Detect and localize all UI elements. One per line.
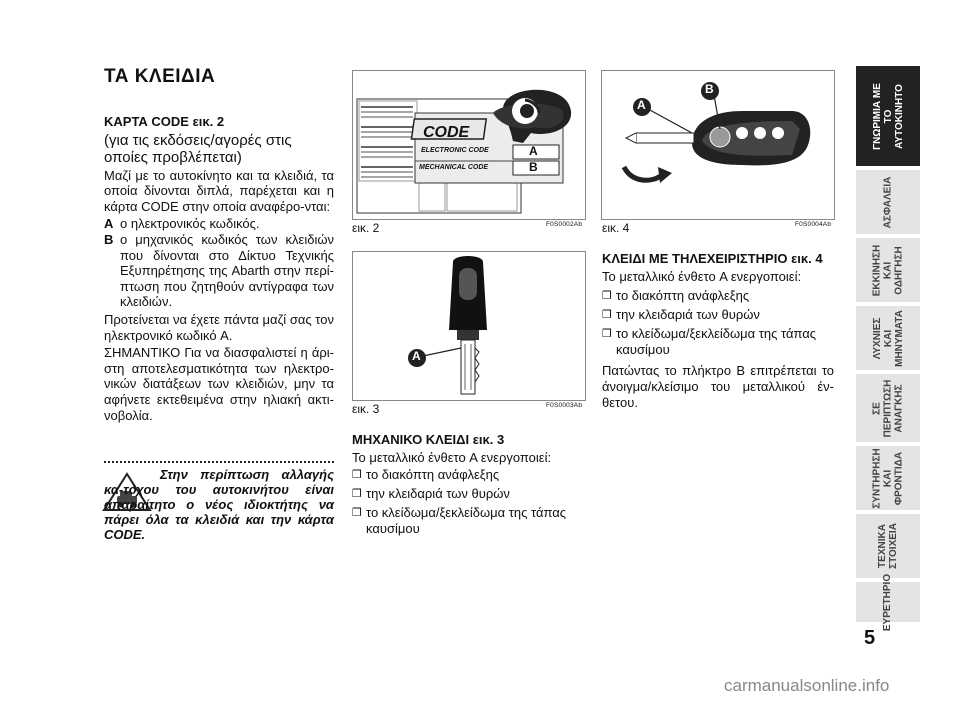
note-text: Στην περίπτωση αλλαγής κα-τόχου του αυτοκινήτου είναι απαραίτητο ο νέος ιδιοκτήτης να πάρει όλα τα κλειδιά και την κάρτα CODE. xyxy=(104,467,334,542)
item-text: το διακόπτη ανάφλεξης xyxy=(616,288,750,304)
tab-label: ΕΥΡΕΤΗΡΙΟ xyxy=(882,573,894,631)
figure-code-card xyxy=(352,70,586,220)
checkbox-icon: ❒ xyxy=(602,328,612,341)
figure-remote-key xyxy=(601,70,835,220)
item-text: ο μηχανικός κωδικός των κλειδιών που δίνονται στο Δίκτυο Τεχνικής Εξυπηρέτησης της Abarth στην περί-πτωση που ζητηθούν αντίγραφα των κλειδιών. xyxy=(120,231,334,310)
list-item xyxy=(104,216,334,232)
tab-label: ΓΝΩΡΙΜΙΑ ΜΕ ΤΟ ΑΥΤΟΚΙΝΗΤΟ xyxy=(871,82,905,150)
item-text: το κλείδωμα/ξεκλείδωμα της τάπας καυσίμου xyxy=(366,505,567,536)
figure-caption: εικ. 4 xyxy=(602,221,630,235)
tab-maintenance[interactable] xyxy=(856,446,920,510)
list-item xyxy=(602,307,834,323)
label-b: B xyxy=(705,82,714,96)
watermark: carmanualsonline.info xyxy=(724,676,890,695)
item-key: B xyxy=(104,231,114,247)
tab-index[interactable] xyxy=(856,573,920,631)
page-number: 5 xyxy=(864,627,876,649)
list-item xyxy=(602,288,834,304)
paragraph: ΣΗΜΑΝΤΙΚΟ Για να διασφαλιστεί η άρι-στη αποτελεσματικότητα των ηλεκτρο-νικών διατάξεων των κλειδιών, μην τα αφήνετε εκτεθειμένα στην ηλιακή ακτι-νοβολία. xyxy=(104,345,334,423)
electronic-code-label: ELECTRONIC CODE xyxy=(421,147,489,154)
label-a: A xyxy=(412,349,421,363)
list-item xyxy=(602,326,834,357)
tab-getting-to-know[interactable] xyxy=(856,66,920,166)
item-text: το διακόπτη ανάφλεξης xyxy=(366,467,500,483)
figure-caption: εικ. 2 xyxy=(352,221,380,235)
item-key: A xyxy=(104,216,114,232)
page-title: ΤΑ ΚΛΕΙΔΙΑ xyxy=(104,66,216,87)
item-text: ο ηλεκτρονικός κωδικός. xyxy=(120,216,260,232)
section-heading: ΜΗΧΑΝΙΚΟ ΚΛΕΙΔΙ εικ. 3 xyxy=(352,432,505,447)
tab-label: ΣΕ ΠΕΡΙΠΤΩΣΗ ΑΝΑΓΚΗΣ xyxy=(871,379,905,437)
list-item xyxy=(352,505,584,536)
paragraph: Το μεταλλικό ένθετο A ενεργοποιεί: xyxy=(352,449,552,465)
figure-code: F0S0002Ab xyxy=(546,221,583,228)
note-divider xyxy=(104,461,334,463)
tab-label: ΕΚΚΙΝΗΣΗ ΚΑΙ ΟΔΗΓΗΣΗ xyxy=(871,244,905,296)
figure-code: F0S0004Ab xyxy=(795,221,832,228)
section-heading: ΚΑΡΤΑ CODE εικ. 2 xyxy=(104,114,225,129)
tab-starting-driving[interactable] xyxy=(856,238,920,302)
column-remote-key xyxy=(602,251,834,412)
checkbox-icon: ❒ xyxy=(602,309,612,322)
checkbox-icon: ❒ xyxy=(352,469,362,482)
label-b: B xyxy=(529,160,538,174)
figure-caption: εικ. 3 xyxy=(352,402,380,416)
checkbox-icon: ❒ xyxy=(352,488,362,501)
tab-technical-data[interactable] xyxy=(856,514,920,578)
tab-label: ΣΥΝΤΗΡΗΣΗ ΚΑΙ ΦΡΟΝΤΙΔΑ xyxy=(871,447,905,509)
item-text: την κλειδαριά των θυρών xyxy=(366,486,510,502)
list-item xyxy=(104,232,334,310)
list-item xyxy=(352,467,584,483)
tab-label: ΑΣΦΑΛΕΙΑ xyxy=(882,176,894,228)
paragraph: Το μεταλλικό ένθετο A ενεργοποιεί: xyxy=(602,268,802,284)
tab-label: ΛΥΧΝΙΕΣ ΚΑΙ ΜΗΝΥΜΑΤΑ xyxy=(871,309,905,367)
section-heading: ΚΛΕΙΔΙ ΜΕ ΤΗΛΕΧΕΙΡΙΣΤΗΡΙΟ εικ. 4 xyxy=(602,251,823,266)
column-mechanical-key xyxy=(352,432,584,539)
tab-lights-messages[interactable] xyxy=(856,306,920,370)
checkbox-icon: ❒ xyxy=(602,290,612,303)
paragraph: Προτείνεται να έχετε πάντα μαζί σας τον ηλεκτρονικό κωδικό A. xyxy=(104,311,334,343)
paragraph: Μαζί με το αυτοκίνητο και τα κλειδιά, τα οποία δίνονται διπλά, παρέχεται και η κάρτα CODE στην οποία αναφέρο-νται: xyxy=(104,167,334,214)
list-item xyxy=(352,486,584,502)
checkbox-icon: ❒ xyxy=(352,507,362,520)
item-text: την κλειδαριά των θυρών xyxy=(616,307,760,323)
tab-safety[interactable] xyxy=(856,170,920,234)
paragraph: Πατώντας το πλήκτρο B επιτρέπεται το άνοιγμα/κλείσιμο του μεταλλικού έν-θετου. xyxy=(602,363,834,410)
section-subheading: (για τις εκδόσεις/αγορές στις οποίες προβλέπεται) xyxy=(104,131,292,166)
column-code-card xyxy=(104,114,334,425)
label-a: A xyxy=(529,144,538,158)
item-text: το κλείδωμα/ξεκλείδωμα της τάπας καυσίμου xyxy=(616,326,817,357)
tab-emergency[interactable] xyxy=(856,374,920,442)
label-a: A xyxy=(637,98,646,112)
mechanical-code-label: MECHANICAL CODE xyxy=(419,164,489,171)
tab-label: ΤΕΧΝΙΚΑ ΣΤΟΙΧΕΙΑ xyxy=(876,523,899,569)
figure-mechanical-key xyxy=(352,251,586,401)
card-title: CODE xyxy=(423,124,470,141)
figure-code: F0S0003Ab xyxy=(546,402,583,409)
